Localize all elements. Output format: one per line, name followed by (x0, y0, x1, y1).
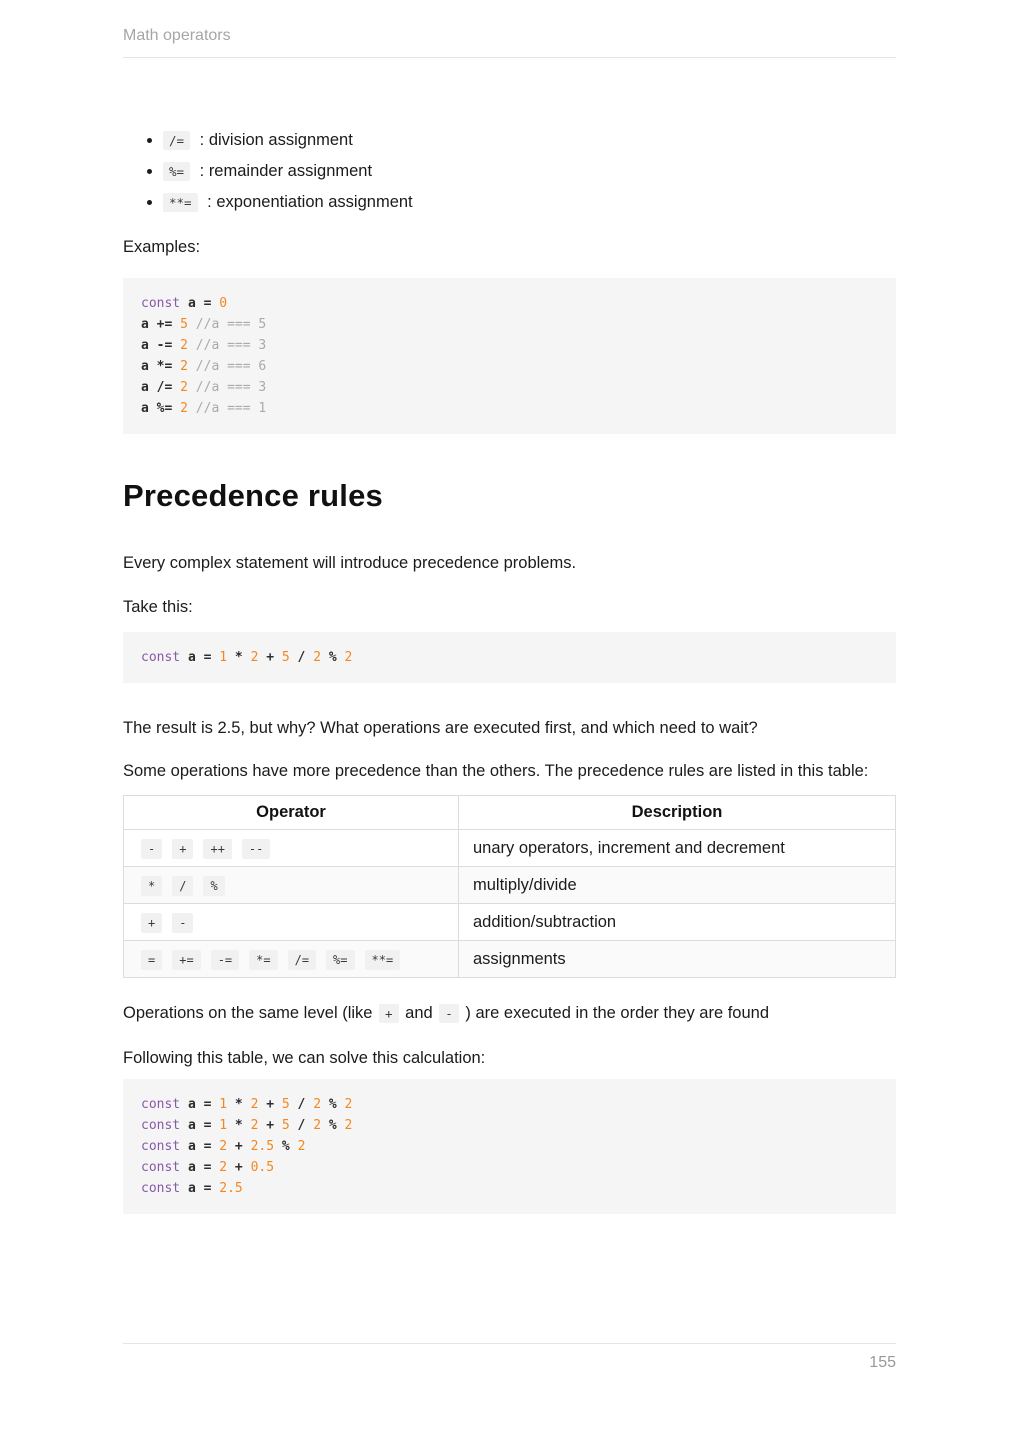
inline-code-chip: %= (163, 162, 190, 181)
description-cell: addition/subtraction (459, 904, 896, 941)
code-line: a %= 2 //a === 1 (141, 401, 267, 416)
paragraph-some-operations: Some operations have more precedence than the others. The precedence rules are listed in this table: (123, 762, 869, 780)
list-item: • %= : remainder assignment (163, 156, 896, 187)
operator-cell (124, 904, 459, 941)
code-block-assignment-examples (123, 278, 896, 434)
running-header-title: Math operators (123, 27, 896, 58)
inline-code-chip: + (172, 839, 193, 859)
code-line: const a = 1 * 2 + 5 / 2 % 2 (141, 650, 353, 665)
page-footer (123, 1343, 896, 1372)
examples-label: Examples: (123, 238, 201, 256)
inline-code-chip: - (172, 913, 193, 933)
table-row (124, 867, 896, 904)
code-line: const a = 2.5 (141, 1181, 243, 1196)
assignment-operator-list (123, 125, 896, 218)
inline-code-chip: **= (365, 950, 401, 970)
list-item: • /= : division assignment (163, 125, 896, 156)
inline-code-chip: - (141, 839, 162, 859)
operator-cell (124, 941, 459, 978)
paragraph-same-level: Operations on the same level (like + and - ) are executed in the order they are found (123, 1004, 770, 1022)
code-line: a -= 2 //a === 3 (141, 338, 267, 353)
code-block-expression (123, 632, 896, 683)
code-line: const a = 1 * 2 + 5 / 2 % 2 (141, 1097, 353, 1112)
description-cell: assignments (459, 941, 896, 978)
inline-code-chip: /= (288, 950, 316, 970)
table-header-row (124, 796, 896, 830)
paragraph-take-this: Take this: (123, 598, 193, 616)
code-block-solution (123, 1079, 896, 1214)
description-cell: multiply/divide (459, 867, 896, 904)
inline-code-chip: - (439, 1004, 459, 1023)
precedence-table (123, 795, 896, 978)
table-row (124, 904, 896, 941)
inline-code-chip: %= (326, 950, 354, 970)
inline-code-chip: % (203, 876, 224, 896)
code-line: const a = 0 (141, 296, 228, 311)
page-content (123, 58, 896, 1214)
code-line: const a = 2 + 0.5 (141, 1160, 275, 1175)
section-title: Precedence rules (123, 478, 383, 513)
inline-code-chip: **= (163, 193, 198, 212)
inline-code-chip: *= (249, 950, 277, 970)
inline-code-chip: -= (211, 950, 239, 970)
inline-code-chip: / (172, 876, 193, 896)
table-row (124, 941, 896, 978)
inline-code-chip: * (141, 876, 162, 896)
paragraph-intro: Every complex statement will introduce precedence problems. (123, 554, 577, 572)
code-line: const a = 1 * 2 + 5 / 2 % 2 (141, 1118, 353, 1133)
description-cell: unary operators, increment and decrement (459, 830, 896, 867)
table-header-operator: Operator (124, 796, 459, 830)
paragraph-result: The result is 2.5, but why? What operations are executed first, and which need to wait? (123, 719, 758, 737)
inline-code-chip: += (172, 950, 200, 970)
table-row (124, 830, 896, 867)
inline-code-chip: = (141, 950, 162, 970)
inline-code-chip: -- (242, 839, 270, 859)
table-header-description: Description (459, 796, 896, 830)
inline-code-chip: + (141, 913, 162, 933)
page-header (123, 27, 896, 58)
inline-code-chip: + (379, 1004, 399, 1023)
page-number: 155 (869, 1354, 896, 1371)
code-line: a += 5 //a === 5 (141, 317, 267, 332)
code-line: const a = 2 + 2.5 % 2 (141, 1139, 306, 1154)
operator-cell (124, 867, 459, 904)
code-line: a *= 2 //a === 6 (141, 359, 267, 374)
operator-cell (124, 830, 459, 867)
inline-code-chip: /= (163, 131, 190, 150)
code-line: a /= 2 //a === 3 (141, 380, 267, 395)
inline-code-chip: ++ (203, 839, 231, 859)
paragraph-following: Following this table, we can solve this calculation: (123, 1049, 486, 1067)
list-item: • **= : exponentiation assignment (163, 187, 896, 218)
